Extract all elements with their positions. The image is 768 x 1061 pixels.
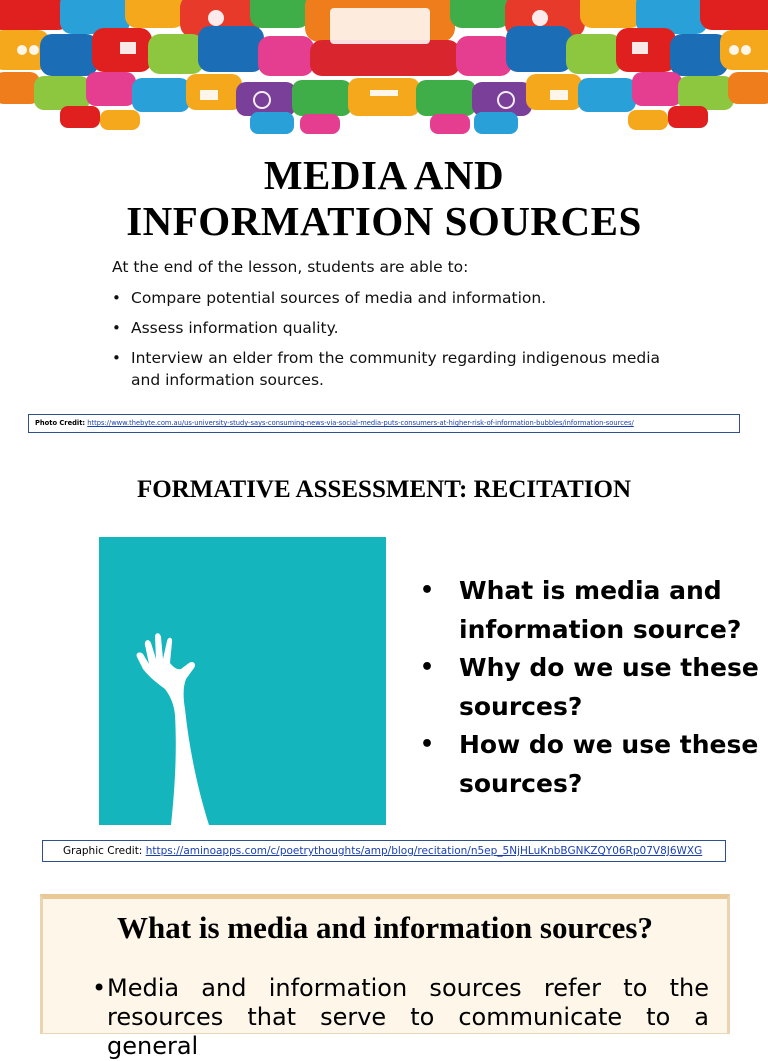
list-item (112, 287, 660, 309)
objectives-list (112, 287, 660, 399)
objectives-intro: At the end of the lesson, students are able to: (112, 258, 469, 276)
formative-assessment-title: FORMATIVE ASSESSMENT: RECITATION (136, 476, 632, 503)
bullet-icon: • (420, 732, 435, 757)
recitation-questions (420, 572, 760, 803)
photo-credit-link[interactable]: https://www.thebyte.com.au/us-university-study-says-consuming-news-via-social-media-puts-consumers-at-higher-risk-of-information-bubbles/information-sources/ (87, 419, 634, 427)
graphic-credit-box (42, 840, 726, 862)
bullet-icon: • (112, 289, 121, 307)
objective-text: Assess information quality. (131, 319, 339, 337)
list-item (420, 572, 760, 649)
definition-title: What is media and information sources? (117, 910, 653, 945)
title-line-2: INFORMATION SOURCES (126, 198, 642, 244)
definition-body: Media and information sources refer to the resources that serve to communicate to a general (107, 974, 709, 1060)
list-item (420, 726, 760, 803)
graphic-credit-link[interactable]: https://aminoapps.com/c/poetrythoughts/amp/blog/recitation/n5ep_5NjHLuKnbBGNKZQY06Rp07V8J6WXG (145, 845, 703, 857)
list-item (420, 649, 760, 726)
question-text: Why do we use these sources? (459, 653, 759, 721)
bullet-icon: • (420, 578, 435, 603)
graphic-credit-label: Graphic Credit: (63, 845, 143, 857)
definition-text (92, 974, 709, 1061)
raised-hand-icon (99, 537, 386, 825)
bullet-icon: • (92, 974, 107, 1002)
page-title (0, 152, 768, 244)
objective-text: Compare potential sources of media and information. (131, 289, 547, 307)
photo-credit-box (28, 414, 740, 433)
bullet-icon: • (112, 349, 121, 367)
raised-hand-image (99, 537, 386, 825)
list-item (112, 347, 660, 391)
list-item (112, 317, 660, 339)
title-line-1: MEDIA AND (263, 152, 505, 198)
question-text: What is media and information source? (459, 576, 742, 644)
objective-text: Interview an elder from the community regarding indigenous media and information sources. (131, 349, 660, 389)
speech-bubbles-banner (0, 0, 768, 140)
bullet-icon: • (420, 655, 435, 680)
photo-credit-label: Photo Credit: (35, 419, 86, 427)
bullet-icon: • (112, 319, 121, 337)
question-text: How do we use these sources? (459, 730, 759, 798)
